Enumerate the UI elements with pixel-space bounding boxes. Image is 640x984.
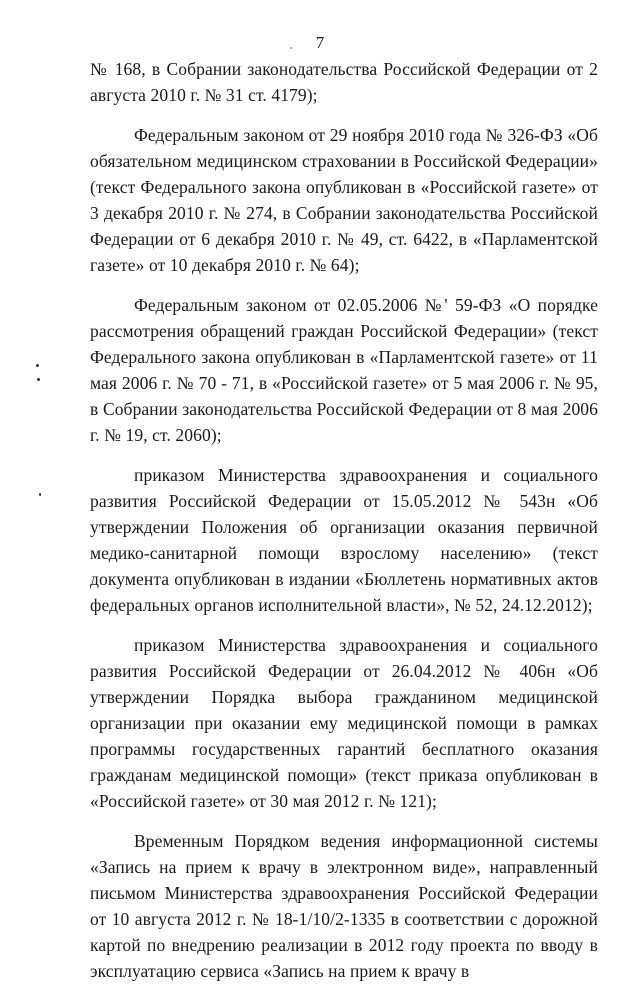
page-number: 7 [315,33,325,52]
scan-speck [36,364,39,367]
document-body [90,56,598,984]
paragraph-order-406n: приказом Министерства здравоохранения и социального развития Российской Федерации от 26.04.2012 № 406н «Об утверждении Порядка выбора гражданином медицинской организации при оказании ему медицинской помощи в рамках программы государственных гарантий бесплатного оказания гражданам медицинской помощи» (текст приказа опубликован в «Российской газете» от 30 мая 2012 г. № 121); [90,635,598,811]
scan-speck [37,378,40,381]
paragraph-federal-law-326: Федеральным законом от 29 ноября 2010 года № 326-ФЗ «Об обязательном медицинском страховании в Российской Федерации» (текст Федерального закона опубликован в «Российской газете» от 3 декабря 2010 г. № 274, в Собрании законодательства Российской Федерации от 6 декабря 2010 г. № 49, ст. 6422, в «Парламентской газете» от 10 декабря 2010 г. № 64); [90,125,598,275]
scan-speck [290,47,292,49]
paragraph-continuation: № 168, в Собрании законодательства Российской Федерации от 2 августа 2010 г. № 31 ст. 4179); [90,59,598,105]
scan-speck [39,493,41,496]
paragraph-federal-law-59: Федеральным законом от 02.05.2006 №' 59-ФЗ «О порядке рассмотрения обращений граждан Российской Федерации» (текст Федерального закона опубликован в «Парламентской газете» от 11 мая 2006 г. № 70 - 71, в «Российской газете» от 5 мая 2006 г. № 95, в Собрании законодательства Российской Федерации от 8 мая 2006 г. № 19, ст. 2060); [90,295,598,445]
paragraph-order-543n: приказом Министерства здравоохранения и социального развития Российской Федерации от 15.05.2012 № 543н «Об утверждении Положения об организации оказания первичной медико-санитарной помощи взрослому населению» (текст документа опубликован в издании «Бюллетень нормативных актов федеральных органов исполнительной власти», № 52, 24.12.2012); [90,465,598,615]
paragraph-temporary-procedure: Временным Порядком ведения информационной системы «Запись на прием к врачу в электронном виде», направленный письмом Министерства здравоохранения Российской Федерации от 10 августа 2012 г. № 18-1/10/2-1335 в соответствии с дорожной картой по внедрению реализации в 2012 году проекта по вводу в эксплуатацию сервиса «Запись на прием к врачу в [90,831,598,981]
